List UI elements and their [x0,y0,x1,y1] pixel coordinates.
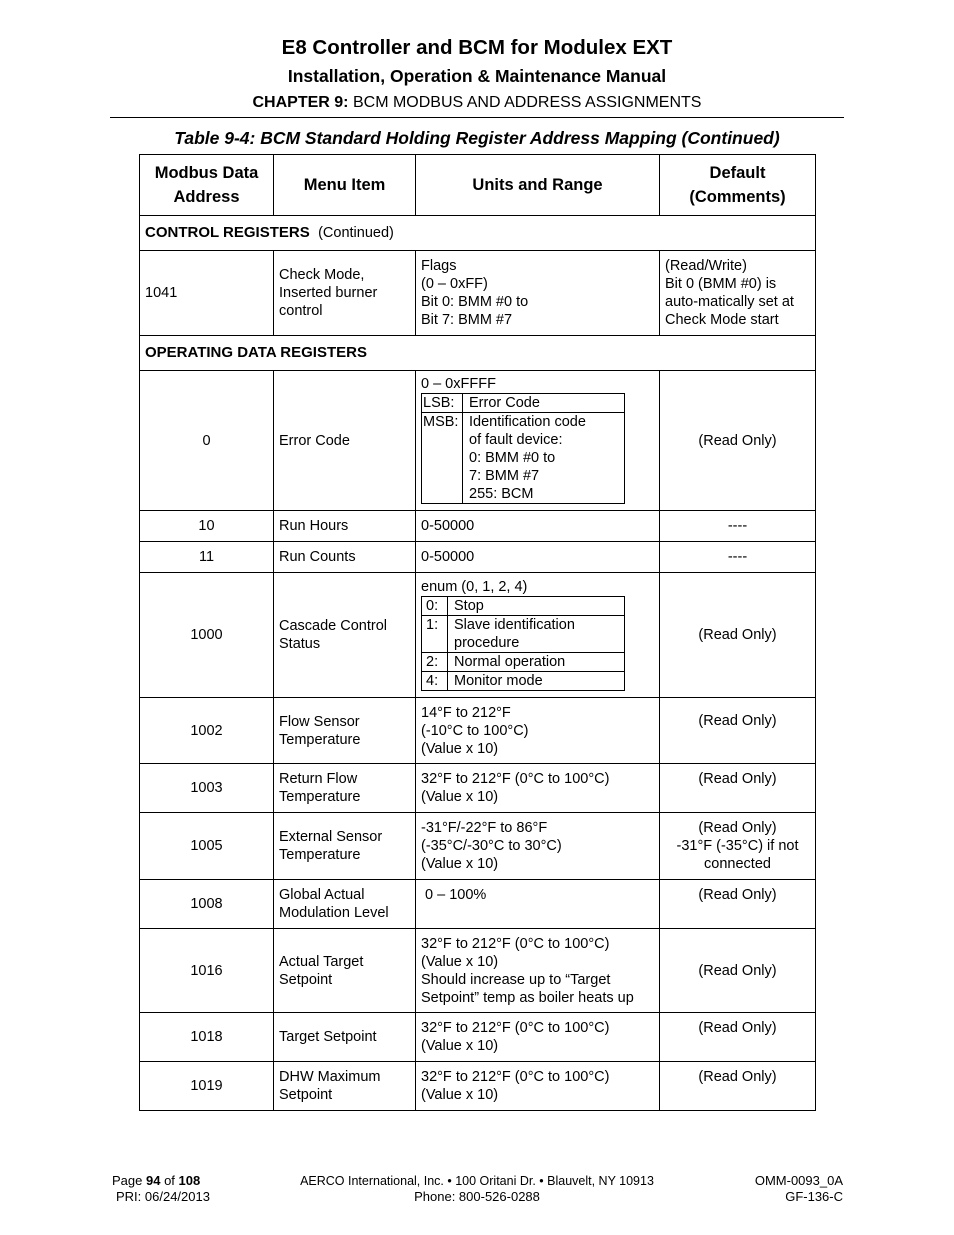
table-row [140,542,816,573]
section-control-registers [140,216,816,251]
cell-units-range [416,929,660,1013]
text-line: of fault device: [469,432,563,448]
cell-units-range: 0 – 100% [416,880,660,929]
cell-menu-item [274,813,416,880]
cell-default: (Read Only) [660,929,816,1013]
text-line: Actual Target [279,953,364,970]
section-row-operating [140,336,816,371]
section-row-control [140,216,816,251]
text-line: 7: BMM #7 [469,468,540,484]
cell-menu-item [274,764,416,813]
cell-units-range: 0-50000 [416,542,660,573]
text-line: Bit 0 (BMM #0) is [665,276,777,292]
page-total: 108 [178,1173,201,1188]
cell-menu-item: Run Counts [274,542,416,573]
text-line: 32°F to 212°F (0°C to 100°C) [421,1069,610,1085]
chapter-label: CHAPTER 9: [252,94,349,111]
cell-default: (Read Only) [660,698,816,764]
section-note: (Continued) [318,225,394,241]
header-menu-item [274,155,416,216]
cell-menu-item [274,251,416,336]
section-operating-data-registers [140,336,816,371]
text-line: (Value x 10) [421,789,499,805]
cell-default: (Read Only) [660,371,816,511]
inner-row [422,672,625,691]
text-line: Setpoint” temp as boiler heats up [421,989,634,1006]
header-default [660,155,816,216]
cell-menu-item: Target Setpoint [274,1013,416,1062]
cell-address: 0 [140,371,274,511]
cell-menu-item [274,698,416,764]
table-header-row [140,155,816,216]
table-row [140,511,816,542]
text-line: control [279,303,323,319]
cell-units-range [416,698,660,764]
cell-default: (Read Only) [660,1013,816,1062]
cell-default [660,813,816,880]
text-line: (Value x 10) [421,740,499,757]
cell-default [660,251,816,336]
table-row [140,813,816,880]
text-line: Monitor mode [454,673,543,689]
page-of: of [160,1173,179,1188]
text-line: Bit 0: BMM #0 to [421,294,529,310]
text-line: -31°F (-35°C) if not [676,838,799,854]
text-line: Status [279,636,321,652]
cell-default: (Read Only) [660,573,816,698]
text-line: Address [173,188,240,206]
text-line: Setpoint [279,1087,333,1103]
text-line: External Sensor [279,829,383,845]
cell-units-range [416,764,660,813]
cell-default: ---- [660,511,816,542]
text-line: Cascade Control [279,618,387,634]
text-line: 0: BMM #0 to [469,450,556,466]
text-line: Return Flow [279,771,358,787]
document-title: E8 Controller and BCM for Modulex EXT [281,36,673,59]
cell-units-range [416,573,660,698]
text-line: connected [704,856,771,872]
register-table [139,154,816,1111]
text-line: Setpoint [279,971,333,988]
section-label: OPERATING DATA REGISTERS [145,344,367,361]
chapter-heading [0,94,954,112]
text-line: Bit 7: BMM #7 [421,312,513,328]
inner-row [422,597,625,616]
inner-key: LSB: [422,394,463,413]
text-line: 14°F to 212°F [421,704,511,721]
text-line: Identification code [469,414,586,430]
inner-row [422,616,625,653]
text-line: -31°F/-22°F to 86°F [421,820,548,836]
cell-units-range [416,251,660,336]
cell-address: 11 [140,542,274,573]
cell-menu-item [274,1062,416,1111]
text-line: Check Mode start [665,312,779,328]
text-line: Normal operation [454,654,566,670]
cell-default: (Read Only) [660,880,816,929]
inner-row [422,653,625,672]
cell-address: 1002 [140,698,274,764]
header-address [140,155,274,216]
text-line: Modulation Level [279,905,389,921]
text-line: Temperature [279,847,361,863]
company-phone: Phone: 800-526-0288 [414,1189,540,1204]
page-prefix: Page [112,1173,146,1188]
text-line: (Value x 10) [421,1087,499,1103]
text-line: Flow Sensor [279,713,360,730]
document-subtitle: Installation, Operation & Maintenance Manual [287,66,667,86]
header-rule [110,117,844,118]
text-line: Slave identification [454,617,575,633]
inner-value [448,597,625,616]
text-line: 32°F to 212°F (0°C to 100°C) [421,771,610,787]
table-row [140,764,816,813]
section-label: CONTROL REGISTERS [145,224,310,241]
cell-address: 1018 [140,1013,274,1062]
text-line: (Read Only) [698,820,777,836]
inner-row [422,413,625,504]
cell-menu-item: Run Hours [274,511,416,542]
inner-value [448,616,625,653]
text-line: Temperature [279,789,361,805]
text-line: Temperature [279,731,361,748]
inner-row [422,394,625,413]
table-row [140,929,816,1013]
text-line: 32°F to 212°F (0°C to 100°C) [421,1020,610,1036]
cell-address: 1000 [140,573,274,698]
text-line: 32°F to 212°F (0°C to 100°C) [421,935,610,952]
text-line: (0 – 0xFF) [421,276,488,292]
cell-menu-item: Error Code [274,371,416,511]
text-line: Check Mode, [279,267,365,283]
cell-default: (Read Only) [660,1062,816,1111]
form-id: GF-136-C [785,1189,843,1204]
table-row [140,880,816,929]
inner-value [463,413,625,504]
table-row [140,251,816,336]
units-intro: enum (0, 1, 2, 4) [421,579,528,595]
chapter-text: BCM MODBUS AND ADDRESS ASSIGNMENTS [352,94,702,111]
cell-address: 1008 [140,880,274,929]
inner-key: 1: [422,616,448,653]
text-line: auto-matically set at [665,294,794,310]
footer-doc-ids [755,1173,843,1205]
cascade-status-enum-table [421,596,625,691]
text-line: Modbus Data [154,164,259,182]
inner-value [448,653,625,672]
text-line: (Read/Write) [665,258,747,274]
text-line: (-35°C/-30°C to 30°C) [421,838,562,854]
table-caption: Table 9-4: BCM Standard Holding Register Address Mapping (Continued) [174,128,780,148]
cell-units-range [416,371,660,511]
pri-date: PRI: 06/24/2013 [116,1189,210,1204]
cell-address: 1005 [140,813,274,880]
cell-menu-item [274,929,416,1013]
cell-menu-item [274,573,416,698]
error-code-bit-table [421,393,625,504]
inner-key: 0: [422,597,448,616]
cell-units-range [416,1062,660,1111]
page-current: 94 [145,1173,161,1188]
document-id: OMM-0093_0A [754,1173,843,1188]
inner-value [448,672,625,691]
cell-units-range: 0-50000 [416,511,660,542]
text-line: Menu Item [303,176,386,194]
company-address: AERCO International, Inc. • 100 Oritani Dr. • Blauvelt, NY 10913 [300,1174,654,1188]
cell-default: (Read Only) [660,764,816,813]
cell-units-range [416,1013,660,1062]
text-line: Inserted burner [279,285,378,301]
cell-address: 1041 [140,251,274,336]
table-row [140,1013,816,1062]
text-line: (Value x 10) [421,856,499,872]
cell-units-range [416,813,660,880]
text-line: (Value x 10) [421,953,499,970]
table-row [140,573,816,698]
text-line: procedure [454,635,520,651]
text-line: Global Actual [279,887,365,903]
header-units-range [416,155,660,216]
text-line: DHW Maximum [279,1069,381,1085]
text-line: (Comments) [689,188,786,206]
cell-menu-item [274,880,416,929]
table-row [140,371,816,511]
text-line: (-10°C to 100°C) [421,722,529,739]
cell-address: 1019 [140,1062,274,1111]
table-row [140,698,816,764]
text-line: Flags [421,258,457,274]
cell-address: 1016 [140,929,274,1013]
text-line: 255: BCM [469,486,534,502]
inner-key: MSB: [422,413,463,504]
inner-key: 4: [422,672,448,691]
units-intro: 0 – 0xFFFF [421,376,496,392]
inner-key: 2: [422,653,448,672]
text-line: Stop [454,598,484,614]
cell-address: 1003 [140,764,274,813]
text-line: Error Code [469,395,540,411]
text-line: (Value x 10) [421,1038,499,1054]
text-line: Units and Range [472,176,603,194]
text-line: Should increase up to “Target [421,971,611,988]
table-row [140,1062,816,1111]
text-line: Default [709,164,766,182]
cell-address: 10 [140,511,274,542]
cell-default: ---- [660,542,816,573]
inner-value [463,394,625,413]
